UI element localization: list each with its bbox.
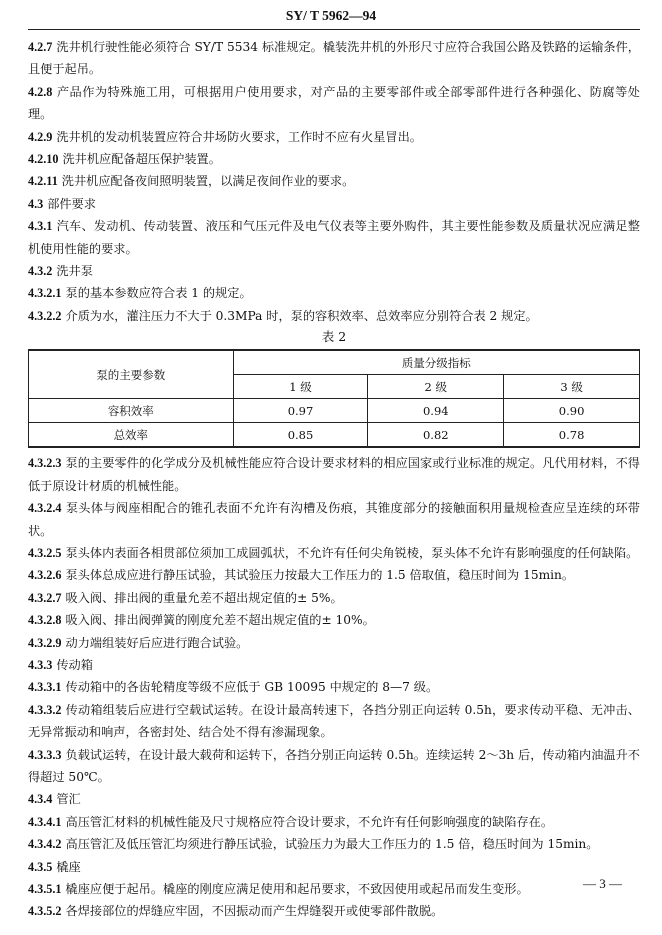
clause-number: 4.3.2.3 xyxy=(28,456,62,471)
clause-text: 洗井机应配备夜间照明装置，以满足夜间作业的要求。 xyxy=(61,174,355,189)
clause-paragraph xyxy=(28,878,640,900)
clause-text: 泵头体内表面各相贯部位须加工成圆弧状，不允许有任何尖角锐棱，泵头体不允许有影响强度的任何缺陷。 xyxy=(65,545,639,560)
clause-number: 4.3 xyxy=(28,196,44,211)
clause-number: 4.3.2.6 xyxy=(28,568,62,583)
clause-paragraph xyxy=(28,305,640,327)
clause-paragraph xyxy=(28,170,640,192)
clause-text: 高压管汇材料的机械性能及尺寸规格应符合设计要求，不允许有任何影响强度的缺陷存在。 xyxy=(65,814,554,829)
table-row-header: 泵的主要参数 xyxy=(29,350,234,399)
clause-number: 4.2.7 xyxy=(28,40,53,54)
clause-text: 动力端组装好后应进行跑合试验。 xyxy=(65,635,249,650)
clause-text: 吸入阀、排出阀弹簧的刚度允差不超出规定值的± 10%。 xyxy=(65,613,375,628)
table-cell: 0.90 xyxy=(504,399,640,423)
clause-number: 4.3.3.3 xyxy=(28,747,62,762)
clause-number: 4.3.2.2 xyxy=(28,308,62,323)
clause-text: 产品作为特殊施工用，可根据用户使用要求，对产品的主要零部件或全部零部件进行各种强化、防腐等处理。 xyxy=(28,84,640,122)
clause-paragraph xyxy=(28,609,640,631)
grade-header: 1 级 xyxy=(233,375,368,399)
efficiency-table xyxy=(28,349,640,448)
clause-text: 洗井泵 xyxy=(56,264,93,279)
clause-paragraph xyxy=(28,587,640,609)
clause-paragraph xyxy=(28,542,640,564)
clause-paragraph xyxy=(28,215,640,260)
clause-number: 4.3.2.7 xyxy=(28,590,62,605)
clause-text: 部件要求 xyxy=(47,196,96,211)
clause-paragraph xyxy=(28,856,640,878)
grade-header: 2 级 xyxy=(368,375,504,399)
table-cell: 0.82 xyxy=(368,423,504,448)
clause-number: 4.2.8 xyxy=(28,84,53,99)
clause-text: 泵头体与阀座相配合的锥孔表面不允许有沟槽及伤痕，其锥度部分的接触面积用量规检查应呈连续的环带状。 xyxy=(28,501,640,538)
clause-paragraph xyxy=(28,744,640,789)
clause-paragraph xyxy=(28,497,640,542)
table-cell: 0.94 xyxy=(368,399,504,423)
clause-number: 4.3.2.8 xyxy=(28,613,62,628)
clause-number: 4.3.5.2 xyxy=(28,904,62,919)
row-label: 容积效率 xyxy=(29,399,234,423)
page-number: — 3 — xyxy=(583,876,622,891)
clause-number: 4.3.4.1 xyxy=(28,814,62,829)
row-label: 总效率 xyxy=(29,423,234,448)
clause-number: 4.2.9 xyxy=(28,129,53,144)
clause-paragraph xyxy=(28,81,640,126)
clause-text: 洗井机应配备超压保护装置。 xyxy=(62,152,221,167)
clause-text: 橇座应便于起吊。橇座的刚度应满足使用和起吊要求，不致因使用或起吊而发生变形。 xyxy=(65,882,529,896)
clause-text: 传动箱中的各齿轮精度等级不应低于 GB 10095 中规定的 8—7 级。 xyxy=(65,680,439,695)
clause-number: 4.3.3.2 xyxy=(28,702,62,717)
clause-paragraph xyxy=(28,36,640,81)
clause-text: 汽车、发动机、传动装置、液压和气压元件及电气仪表等主要外购件，其主要性能参数及质量状况应满足整机使用性能的要求。 xyxy=(28,219,640,256)
clause-number: 4.3.3 xyxy=(28,657,53,672)
clause-number: 4.2.10 xyxy=(28,152,59,167)
standard-code-header: SY/ T 5962—94 xyxy=(285,8,377,23)
clause-paragraph xyxy=(28,148,640,170)
clause-text: 传动箱组装后应进行空载试运转。在设计最高转速下，各挡分别正向运转 0.5h，要求传动平稳、无冲击、无异常振动和响声，各密封处、结合处不得有渗漏现象。 xyxy=(28,702,640,740)
clause-paragraph xyxy=(28,564,640,586)
clause-number: 4.3.2.4 xyxy=(28,501,62,516)
clause-text: 泵头体总成应进行静压试验，其试验压力按最大工作压力的 1.5 倍取值，稳压时间为 15min。 xyxy=(65,568,575,583)
clause-paragraph xyxy=(28,260,640,282)
document-body xyxy=(28,36,640,923)
clause-text: 负载试运转，在设计最大载荷和运转下，各挡分别正向运转 0.5h。连续运转 2～3h 后，传动箱内油温升不得超过 50℃。 xyxy=(28,747,640,784)
clause-number: 4.3.2.1 xyxy=(28,286,62,301)
clause-text: 泵的基本参数应符合表 1 的规定。 xyxy=(65,286,252,301)
clause-paragraph xyxy=(28,676,640,698)
clause-number: 4.3.2.9 xyxy=(28,635,62,650)
table-cell: 0.97 xyxy=(233,399,368,423)
table-cell: 0.85 xyxy=(233,423,368,448)
table-group-header: 质量分级指标 xyxy=(233,350,639,375)
clause-text: 洗井机行驶性能必须符合 SY/T 5534 标准规定。橇装洗井机的外形尺寸应符合我国公路及铁路的运输条件，且便于起吊。 xyxy=(28,40,640,77)
clause-paragraph xyxy=(28,632,640,654)
clause-paragraph xyxy=(28,699,640,744)
clause-number: 4.3.5.1 xyxy=(28,882,62,896)
grade-header: 3 级 xyxy=(504,375,640,399)
clause-paragraph xyxy=(28,833,640,855)
clause-text: 洗井机的发动机装置应符合井场防火要求，工作时不应有火星冒出。 xyxy=(56,129,422,144)
table-cell: 0.78 xyxy=(504,423,640,448)
clause-number: 4.3.3.1 xyxy=(28,680,62,695)
table-title: 表 2 xyxy=(321,329,347,345)
clause-paragraph xyxy=(28,788,640,810)
clause-text: 管汇 xyxy=(56,792,81,807)
clause-paragraph xyxy=(28,282,640,304)
clause-paragraph xyxy=(28,900,640,922)
clause-number: 4.3.1 xyxy=(28,219,53,234)
clause-number: 4.3.2.5 xyxy=(28,545,62,560)
clause-text: 高压管汇及低压管汇均须进行静压试验，试验压力为最大工作压力的 1.5 倍，稳压时间为 15min。 xyxy=(65,837,599,852)
clause-text: 吸入阀、排出阀的重量允差不超出规定值的± 5%。 xyxy=(65,590,343,605)
clause-paragraph xyxy=(28,811,640,833)
clause-text: 介质为水，灌注压力不大于 0.3MPa 时，泵的容积效率、总效率应分别符合表 2 规定。 xyxy=(65,308,538,323)
clause-text: 传动箱 xyxy=(56,657,93,672)
clause-paragraph xyxy=(28,126,640,148)
clause-number: 4.3.2 xyxy=(28,264,53,279)
clause-text: 泵的主要零件的化学成分及机械性能应符合设计要求材料的相应国家或行业标准的规定。凡代用材料，不得低于原设计材质的机械性能。 xyxy=(28,456,640,493)
clauses-after-table xyxy=(28,452,640,923)
clause-number: 4.3.4 xyxy=(28,792,53,807)
clause-paragraph xyxy=(28,452,640,497)
clause-number: 4.3.4.2 xyxy=(28,837,62,852)
clause-number: 4.2.11 xyxy=(28,174,58,189)
clauses-before-table xyxy=(28,36,640,327)
clause-number: 4.3.5 xyxy=(28,859,53,874)
clause-paragraph xyxy=(28,654,640,676)
clause-text: 各焊接部位的焊缝应牢固，不因振动而产生焊缝裂开或使零部件散脱。 xyxy=(65,904,444,919)
clause-text: 橇座 xyxy=(56,859,81,874)
header-divider xyxy=(28,29,640,30)
clause-paragraph xyxy=(28,193,640,215)
